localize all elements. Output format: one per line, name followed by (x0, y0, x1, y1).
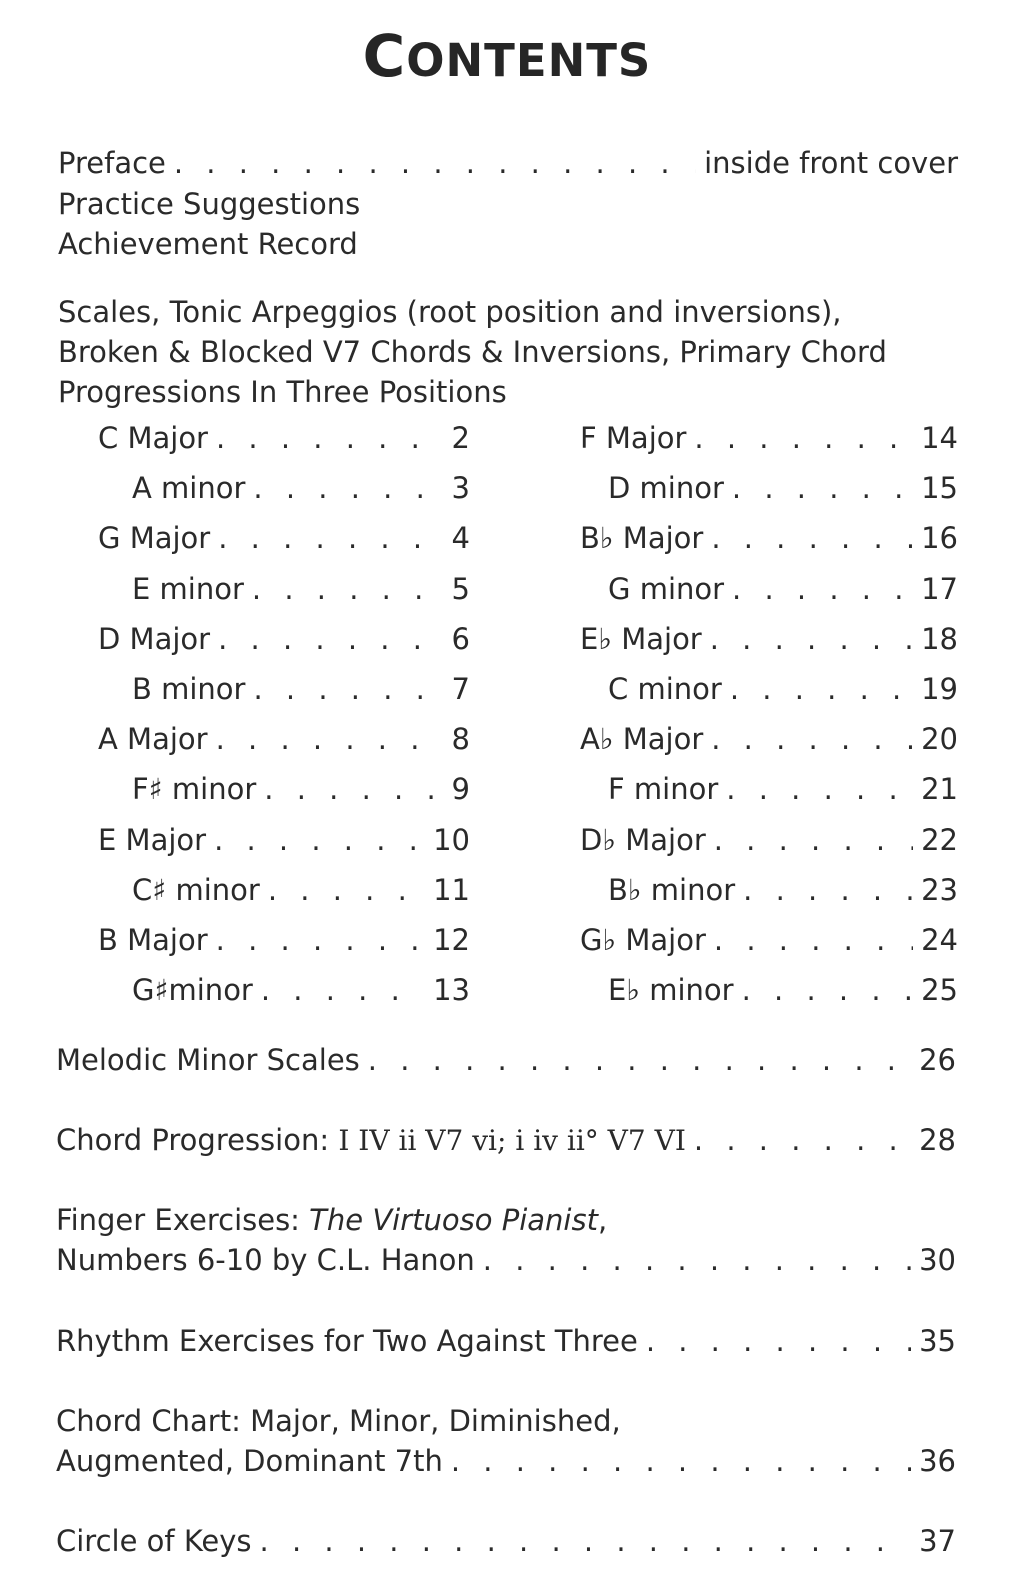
dot-leader (694, 418, 913, 458)
key-label: C♯ minor (132, 872, 260, 907)
dot-leader (711, 719, 913, 759)
key-page: 16 (921, 521, 958, 556)
key-page: 15 (921, 471, 958, 506)
toc-entry-key[interactable] (608, 769, 958, 809)
key-page: 8 (451, 722, 470, 757)
key-page: 11 (433, 872, 470, 907)
key-label: B Major (98, 923, 208, 957)
toc-entry-key[interactable] (132, 669, 470, 709)
toc-entry-key[interactable] (580, 820, 958, 860)
toc-entry-key[interactable] (132, 468, 470, 508)
entry-label: Chord Progression: (56, 1123, 339, 1157)
dot-leader (216, 920, 425, 960)
key-page: 9 (451, 772, 470, 807)
key-page: 10 (433, 822, 470, 857)
toc-entry-key[interactable] (98, 920, 470, 960)
dot-leader (730, 669, 913, 709)
key-label: D Major (98, 621, 211, 656)
dot-leader (218, 518, 443, 558)
toc-entry-key[interactable] (98, 719, 470, 759)
key-label: E♭ Major (580, 621, 702, 656)
dot-leader (253, 468, 443, 508)
key-page: 7 (451, 672, 470, 706)
entry-page: 26 (919, 1043, 956, 1077)
key-label: B♭ minor (608, 872, 736, 907)
key-label: G♯minor (132, 973, 253, 1008)
scales-heading-line: Scales, Tonic Arpeggios (root position and inversions), (58, 295, 842, 329)
toc-entry-melodic-minor[interactable] (56, 1040, 956, 1080)
toc-entry-preface[interactable] (58, 143, 958, 183)
toc-entry-key[interactable] (608, 669, 958, 709)
key-page: 23 (921, 872, 958, 907)
toc-entry-finger-exercises[interactable] (56, 1240, 956, 1280)
toc-entry-key[interactable] (132, 569, 470, 609)
key-label: D minor (608, 471, 724, 506)
dot-leader (214, 820, 425, 860)
key-page: 14 (921, 421, 958, 455)
key-label: E Major (98, 822, 207, 857)
dot-leader (743, 870, 913, 910)
toc-entry-key[interactable] (580, 719, 958, 759)
toc-entry-key[interactable] (608, 970, 958, 1010)
entry-label: Circle of Keys (56, 1524, 252, 1558)
toc-entry-circle-of-keys[interactable] (56, 1521, 956, 1561)
key-page: 2 (451, 421, 470, 455)
dot-leader (483, 1240, 911, 1280)
toc-entry-key[interactable] (98, 619, 470, 659)
key-page: 20 (921, 722, 958, 757)
key-label: G minor (608, 571, 725, 606)
dot-leader (694, 1120, 911, 1160)
toc-entry-key[interactable] (132, 970, 470, 1010)
toc-entry-finger-line1 (56, 1200, 607, 1240)
entry-label: Melodic Minor Scales (56, 1043, 360, 1077)
toc-entry-practice[interactable]: Practice Suggestions (58, 187, 361, 221)
toc-entry-chord-progression[interactable] (56, 1120, 956, 1161)
entry-comma: , (597, 1203, 608, 1237)
key-page: 4 (451, 521, 470, 556)
scales-heading-line: Broken & Blocked V7 Chords & Inversions, Primary Chord (58, 335, 887, 369)
key-page: 12 (433, 923, 470, 957)
key-label: E minor (132, 571, 244, 606)
key-page: 13 (433, 973, 470, 1008)
page-title: CONTENTS (362, 22, 652, 90)
dot-leader (253, 669, 443, 709)
toc-entry-key[interactable] (132, 870, 470, 910)
toc-entry-key[interactable] (580, 920, 958, 960)
key-label: A♭ Major (580, 722, 704, 757)
key-page: 19 (921, 672, 958, 706)
toc-entry-key[interactable] (608, 870, 958, 910)
key-label: G Major (98, 521, 211, 556)
key-label: E♭ minor (608, 973, 734, 1008)
toc-entry-key[interactable] (580, 518, 958, 558)
dot-leader (368, 1040, 911, 1080)
key-label: G♭ Major (580, 923, 706, 957)
dot-leader (451, 1441, 911, 1481)
key-label: C minor (608, 672, 722, 706)
entry-label: Preface (58, 146, 166, 180)
key-page: 6 (451, 621, 470, 656)
book-title: The Virtuoso Pianist (309, 1203, 598, 1237)
dot-leader (742, 970, 914, 1010)
key-label: F minor (608, 772, 719, 807)
entry-page: 28 (919, 1123, 956, 1157)
dot-leader (216, 719, 444, 759)
toc-entry-achievement[interactable]: Achievement Record (58, 227, 358, 261)
dot-leader (218, 619, 443, 659)
entry-label: Numbers 6-10 by C.L. Hanon (56, 1243, 475, 1277)
dot-leader (726, 769, 913, 809)
entry-page: 30 (919, 1243, 956, 1277)
toc-entry-key[interactable] (580, 418, 958, 458)
key-page: 18 (921, 621, 958, 656)
key-label: F Major (580, 421, 687, 455)
key-label: B♭ Major (580, 521, 704, 556)
key-label: A Major (98, 722, 208, 757)
roman-numerals: I IV ii V7 vi; i iv ii° V7 VI (338, 1124, 686, 1157)
key-label: B minor (132, 672, 246, 706)
toc-entry-key[interactable] (98, 518, 470, 558)
key-page: 17 (921, 571, 958, 606)
entry-label: Rhythm Exercises for Two Against Three (56, 1324, 638, 1358)
key-label: F♯ minor (132, 772, 257, 807)
dot-leader (714, 820, 913, 860)
dot-leader (710, 619, 913, 659)
key-page: 21 (921, 772, 958, 807)
toc-entry-chord-chart-line1: Chord Chart: Major, Minor, Diminished, (56, 1404, 621, 1438)
dot-leader (216, 418, 444, 458)
key-label: C Major (98, 421, 208, 455)
key-label: A minor (132, 471, 246, 506)
scales-heading-line: Progressions In Three Positions (58, 375, 507, 409)
key-label: D♭ Major (580, 822, 706, 857)
key-page: 5 (451, 571, 470, 606)
toc-entry-chord-chart[interactable] (56, 1441, 956, 1481)
key-page: 25 (921, 973, 958, 1008)
toc-entry-rhythm[interactable] (56, 1321, 956, 1361)
dot-leader (711, 518, 913, 558)
entry-page: 35 (919, 1324, 956, 1358)
dot-leader (174, 143, 696, 183)
entry-label: Finger Exercises: (56, 1203, 310, 1237)
toc-entry-key[interactable] (580, 619, 958, 659)
dot-leader (261, 970, 425, 1010)
toc-entry-key[interactable] (98, 418, 470, 458)
toc-entry-key[interactable] (608, 468, 958, 508)
dot-leader (264, 769, 443, 809)
entry-page: 36 (919, 1444, 956, 1478)
dot-leader (646, 1321, 911, 1361)
key-page: 3 (451, 471, 470, 506)
dot-leader (732, 569, 913, 609)
entry-page: 37 (919, 1524, 956, 1558)
entry-page: inside front cover (704, 146, 958, 180)
entry-label: Augmented, Dominant 7th (56, 1444, 443, 1478)
dot-leader (268, 870, 425, 910)
toc-entry-key[interactable] (132, 769, 470, 809)
dot-leader (260, 1521, 912, 1561)
dot-leader (732, 468, 913, 508)
dot-leader (252, 569, 444, 609)
key-page: 24 (921, 923, 958, 957)
toc-entry-key[interactable] (608, 569, 958, 609)
key-page: 22 (921, 822, 958, 857)
toc-entry-key[interactable] (98, 820, 470, 860)
dot-leader (714, 920, 913, 960)
